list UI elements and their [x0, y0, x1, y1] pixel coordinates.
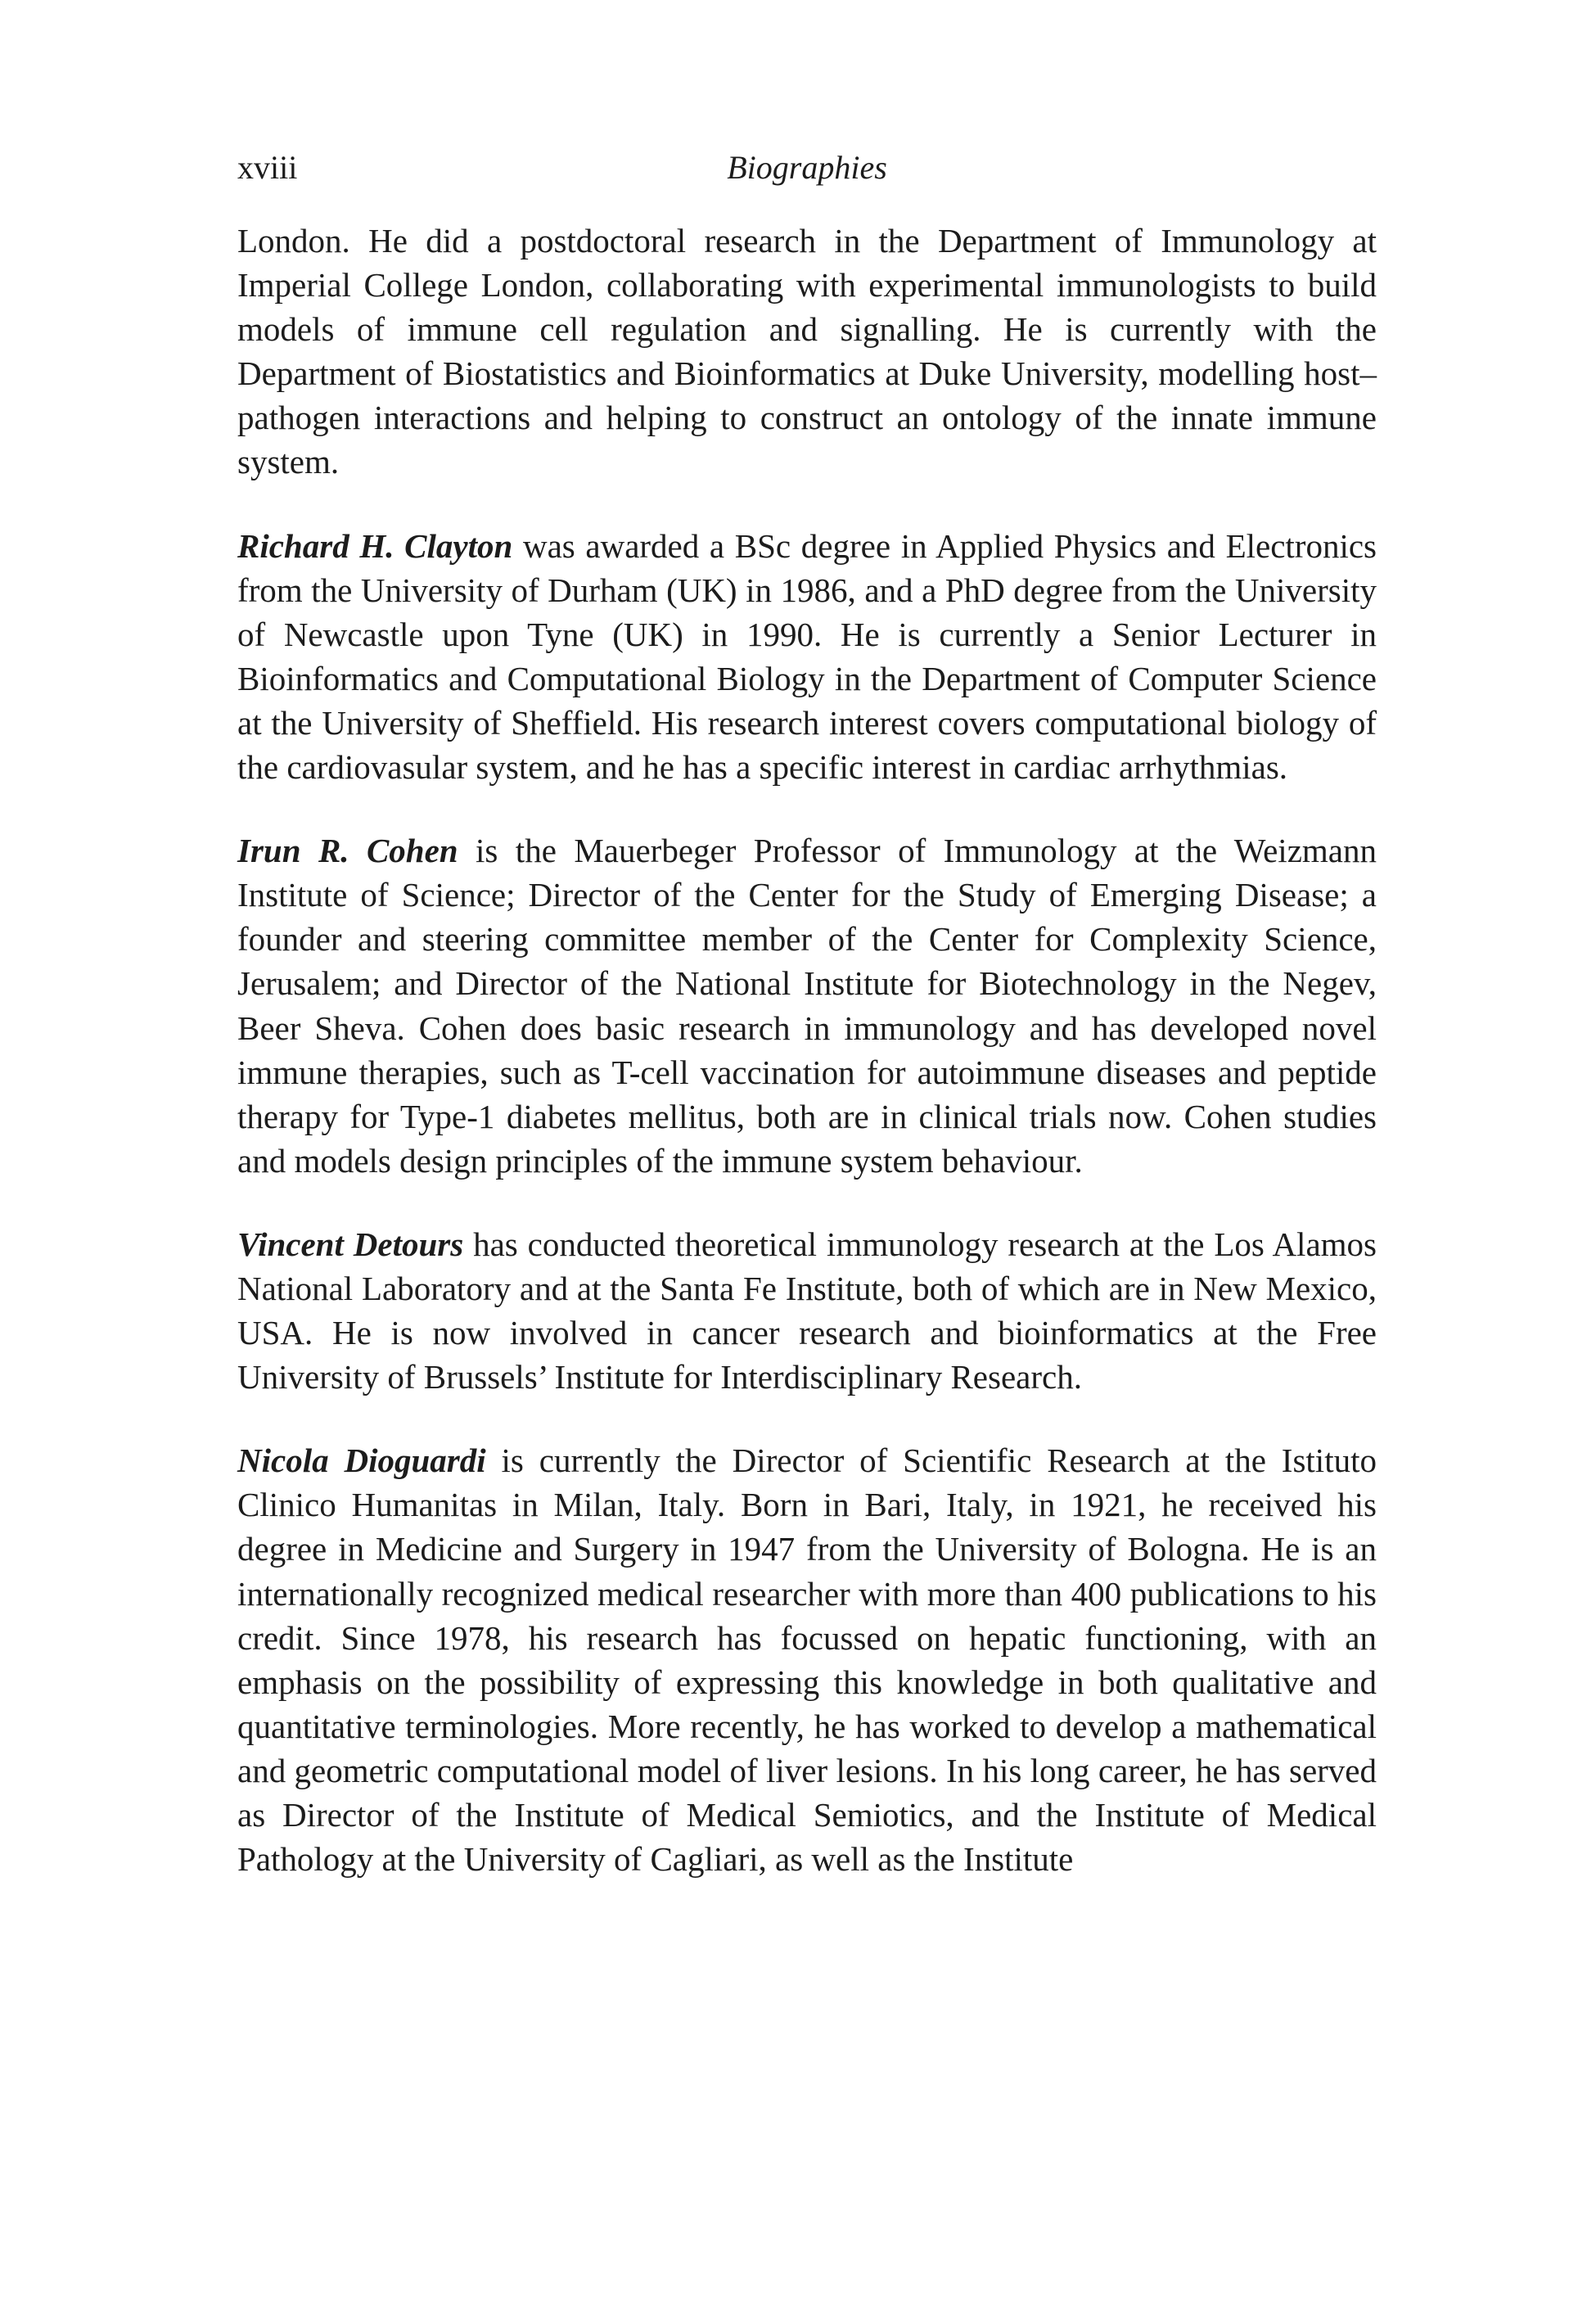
book-page — [237, 143, 1377, 1920]
bio-vincent-detours — [237, 1222, 1377, 1399]
bio-nicola-dioguardi — [237, 1438, 1377, 1881]
bio-text: has conducted theoretical immunology research at the Los Alamos National Laboratory and at the Santa Fe Institute, both of which are in New Mexico, USA. He is now involved in cancer research and bioinformatics at the Free University of Brussels’ Institute for Interdisciplinary Research. — [237, 1225, 1377, 1396]
bio-name: Richard H. Clayton — [237, 526, 513, 565]
bio-name: Nicola Dioguardi — [237, 1441, 486, 1480]
page-number: xviii — [237, 149, 298, 186]
bio-continued — [237, 219, 1377, 485]
running-head — [237, 143, 1377, 192]
biography-list — [237, 219, 1377, 1881]
running-title: Biographies — [727, 149, 887, 186]
bio-text: is currently the Director of Scientific Research at the Istituto Clinico Humanitas in Milan, Italy. Born in Bari, Italy, in 1921, he received his degree in Medicine and Surgery in 1947 from the University of Bologna. He is an internationally recognized medical researcher with more than 400 publications to his credit. Since 1978, his research has focussed on hepatic functioning, with an emphasis on the possibility of expressing this knowledge in both qualitative and quantitative terminologies. More recently, he has worked to develop a mathematical and geometric computational model of liver lesions. In his long career, he has served as Director of the Institute of Medical Semiotics, and the Institute of Medical Pathology at the University of Cagliari, as well as the Institute — [237, 1441, 1377, 1879]
bio-text: is the Mauerbeger Professor of Immunology at the Weizmann Institute of Science; Director of the Center for the Study of Emerging Disease; a founder and steering committee member of the Center for Complexity Science, Jerusalem; and Director of the National Institute for Biotechnology in the Negev, Beer Sheva. Cohen does basic research in immunology and has developed novel immune therapies, such as T-cell vaccination for autoimmune diseases and peptide therapy for Type-1 diabetes mellitus, both are in clinical trials now. Cohen studies and models design principles of the immune system behaviour. — [237, 832, 1377, 1180]
bio-richard-clayton — [237, 524, 1377, 790]
bio-text: was awarded a BSc degree in Applied Physics and Electronics from the University of Durham (UK) in 1986, and a PhD degree from the University of Newcastle upon Tyne (UK) in 1990. He is currently a Senior Lecturer in Bioinformatics and Computational Biology in the Department of Computer Science at the University of Sheffield. His research interest covers computational biology of the cardiovasular system, and he has a specific interest in cardiac arrhythmias. — [237, 526, 1377, 787]
bio-irun-cohen — [237, 828, 1377, 1183]
bio-name: Vincent Detours — [237, 1225, 464, 1263]
bio-text: London. He did a postdoctoral research in the Department of Immunology at Imperial College London, collaborating with experimental immunologists to build models of immune cell regulation and signalling. He is currently with the Department of Biostatistics and Bioinformatics at Duke University, modelling host–pathogen interactions and helping to construct an ontology of the innate immune system. — [237, 222, 1377, 481]
bio-name: Irun R. Cohen — [237, 832, 458, 870]
